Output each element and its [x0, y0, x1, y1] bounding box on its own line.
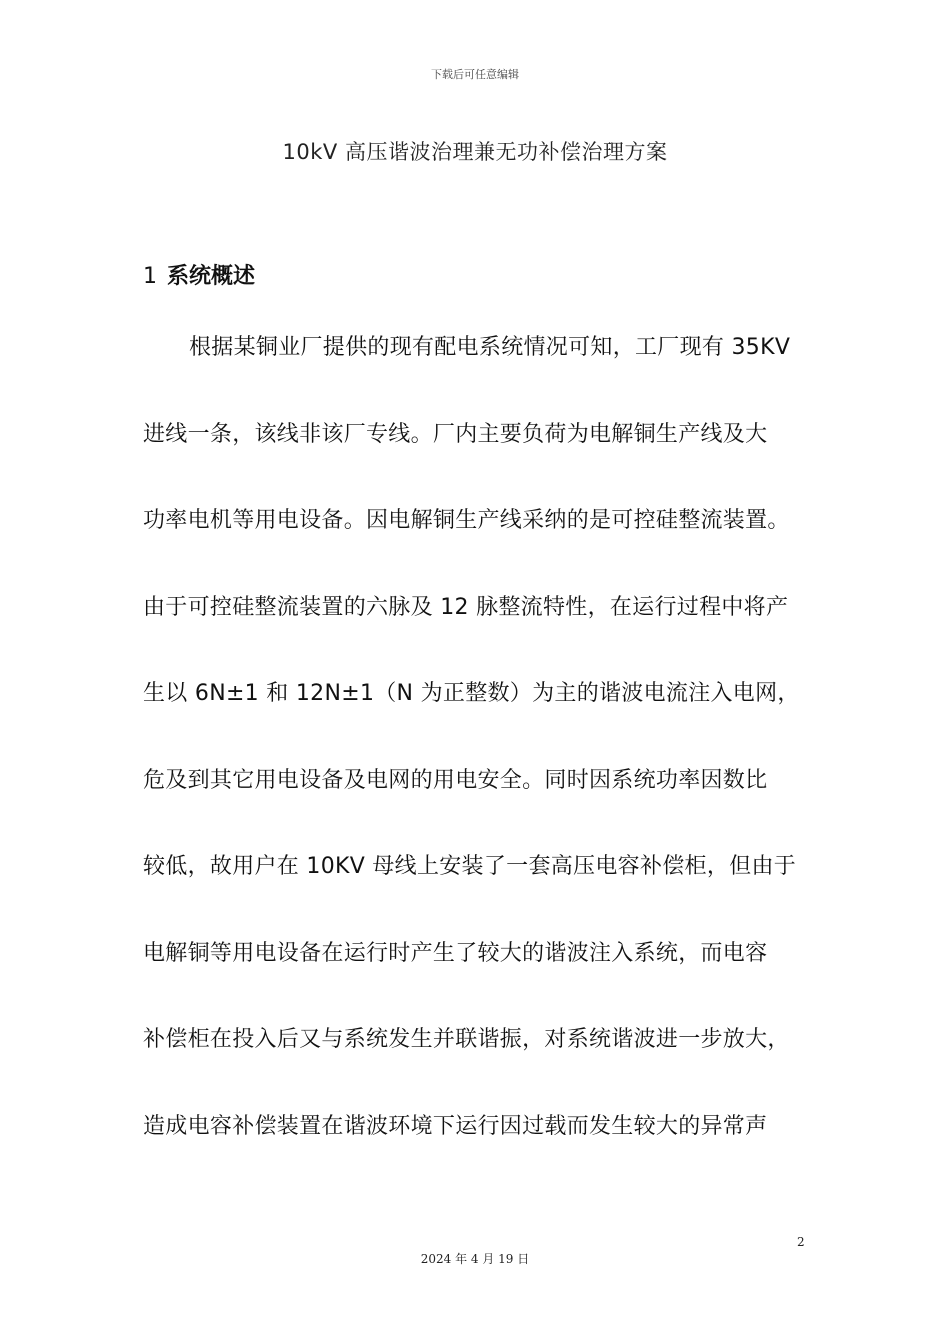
paragraph-line: 由于可控硅整流装置的六脉及 12 脉整流特性，在运行过程中将产: [143, 594, 789, 620]
document-title: 10kV 高压谐波治理兼无功补偿治理方案: [282, 140, 668, 164]
section-heading: [143, 259, 255, 290]
paragraph-line: 功率电机等用电设备。因电解铜生产线采纳的是可控硅整流装置。: [143, 508, 790, 533]
page-number: 2: [797, 1235, 805, 1249]
paragraph-line: 造成电容补偿装置在谐波环境下运行因过载而发生较大的异常声: [143, 1113, 768, 1139]
paragraph-line: 较低，故用户在 10KV 母线上安装了一套高压电容补偿柜，但由于: [143, 854, 797, 879]
header-note: 下载后可任意编辑: [431, 68, 519, 81]
paragraph-line: 进线一条，该线非该厂专线。厂内主要负荷为电解铜生产线及大: [143, 421, 768, 447]
section-heading-text: 系统概述: [167, 264, 256, 289]
paragraph-line: 生以 6N±1 和 12N±1（N 为正整数）为主的谐波电流注入电网，: [143, 681, 800, 706]
paragraph-line: 根据某铜业厂提供的现有配电系统情况可知，工厂现有 35KV: [189, 335, 791, 360]
paragraph-line: 补偿柜在投入后又与系统发生并联谐振，对系统谐波进一步放大，: [143, 1027, 790, 1052]
body-paragraph: [143, 334, 823, 1199]
section-number: 1: [143, 264, 157, 289]
paragraph-line: 危及到其它用电设备及电网的用电安全。同时因系统功率因数比: [143, 767, 768, 793]
footer-date: 2024 年 4 月 19 日: [420, 1252, 530, 1266]
paragraph-line: 电解铜等用电设备在运行时产生了较大的谐波注入系统，而电容: [143, 940, 768, 966]
